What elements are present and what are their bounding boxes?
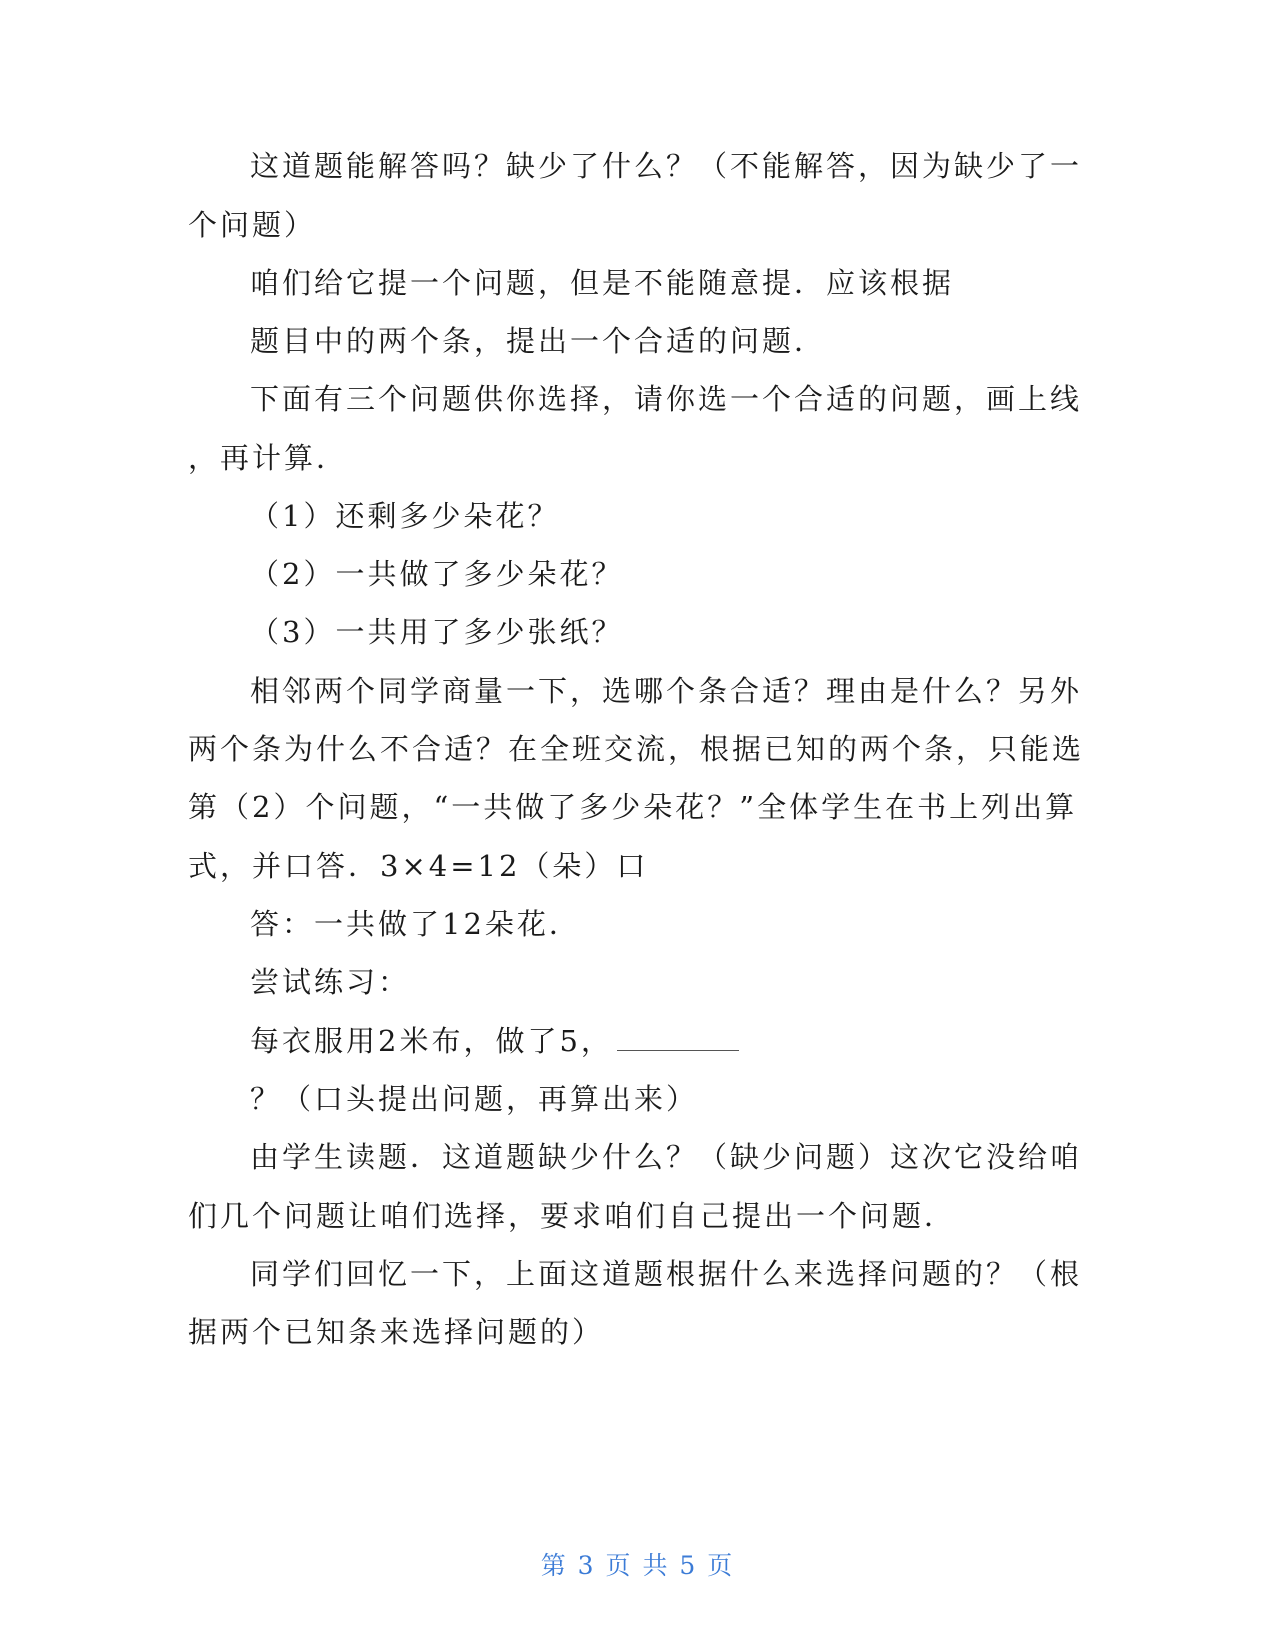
answer-line: 答：一共做了12朵花． [250,907,581,941]
paragraph-line: ，再计算． [188,441,349,475]
fill-in-blank [617,1024,739,1051]
paragraph-line: 同学们回忆一下，上面这道题根据什么来选择问题的？（根 [250,1257,1083,1291]
paragraph-line: 下面有三个问题供你选择，请你选一个合适的问题，画上线 [250,382,1083,416]
exercise-text: 每衣服用2米布，做了5， [250,1024,613,1058]
question-option-3: （3）一共用了多少张纸？ [250,615,624,649]
paragraph-line: 咱们给它提一个问题，但是不能随意提．应该根据 [250,266,955,300]
paragraph-line: 这道题能解答吗？缺少了什么？（不能解答，因为缺少了一 [250,149,1083,183]
paragraph-line: 第（2）个问题，“一共做了多少朵花？”全体学生在书上列出算 [188,790,1078,824]
question-option-2: （2）一共做了多少朵花？ [250,557,624,591]
paragraph-line: 两个条为什么不合适？在全班交流，根据已知的两个条，只能选 [188,732,1085,766]
question-option-1: （1）还剩多少朵花？ [250,499,560,533]
paragraph-line: 由学生读题．这道题缺少什么？（缺少问题）这次它没给咱 [250,1140,1083,1174]
paragraph-line: 式，并口答．3×4=12（朵）口 [188,849,649,883]
paragraph-line: 相邻两个同学商量一下，选哪个条合适？理由是什么？另外 [250,674,1083,708]
paragraph-line: 个问题） [188,208,317,242]
paragraph-line: ？（口头提出问题，再算出来） [250,1082,699,1116]
paragraph-line: 据两个已知条来选择问题的） [188,1315,605,1349]
exercise-line [250,1021,739,1061]
page-number-footer: 第 3 页 共 5 页 [540,1551,735,1580]
section-heading: 尝试练习： [250,965,411,999]
paragraph-line: 题目中的两个条，提出一个合适的问题． [250,324,827,358]
paragraph-line: 们几个问题让咱们选择，要求咱们自己提出一个问题． [188,1199,957,1233]
